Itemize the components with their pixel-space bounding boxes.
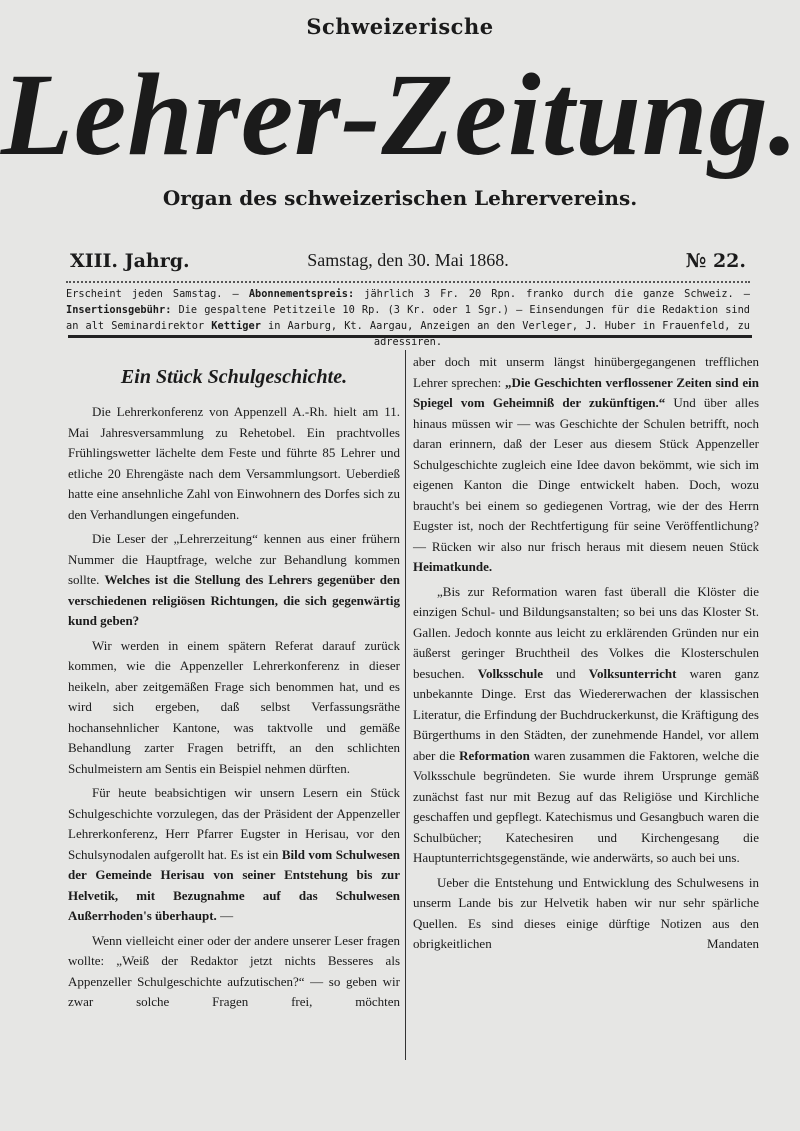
- right-column: [413, 352, 759, 959]
- text-run: waren ganz unbekannte Dinge. Erst das Wiedererwachen der klassischen Literatur, die Erfindung der Buchdruckerkunst, die Kräftigung des Bürgerthums in den Städten, der zunehmende Handel, vor allem aber die: [413, 665, 759, 763]
- emphasized-text: Welches ist die Stellung des Lehrers gegenüber den verschiedenen religiösen Richtungen, die sich gegenwärtig kund geben?: [68, 572, 401, 628]
- masthead-kicker: Schweizerische: [306, 14, 494, 39]
- emphasized-text: Reformation: [459, 747, 530, 763]
- right-column-text: [413, 352, 759, 955]
- header-rule: [68, 335, 752, 338]
- emphasized-text: Kettiger: [211, 320, 261, 332]
- text-run: Und über alles hinaus müssen wir — was Geschichte der Schulen betrifft, noch daran erinnern, daß der Leser aus diesem Stück Appenzeller Schulgeschichte zugleich eine Idee davon bekömmt, wie sich im eigenen Kanton die Dinge entwickelt haben. Doch, wozu braucht's bei einem so gediegenen Vortrag, wie der des Herrn Eugster ist, noch der Rechtfertigung für seine Veröffentlichung? — Rücken wir also nur frisch heraus mit diesem neuen Stück: [413, 395, 759, 554]
- text-run: Für heute beabsichtigen wir unsern Lesern ein Stück Schulgeschichte vorzulegen, das der Präsident der Appenzeller Lehrerkonferenz, Herr Pfarrer Eugster in Herisau, vor den Schulsynodalen aufgerollt hat. Es ist ein: [68, 785, 400, 862]
- paragraph: [68, 402, 400, 525]
- emphasized-text: Insertionsgebühr:: [66, 304, 172, 316]
- masthead-title: Lehrer-Zeitung.: [0, 49, 800, 180]
- text-run: Erscheint jeden Samstag. —: [66, 288, 249, 300]
- paragraph: [413, 873, 759, 955]
- subscription-notice: [66, 286, 750, 350]
- text-run: jährlich 3 Fr. 20 Rpn. franko durch die ganze Schweiz. —: [354, 288, 750, 300]
- issue-date: Samstag, den 30. Mai 1868.: [307, 250, 509, 270]
- emphasized-text: Bild vom Schulwesen der Gemeinde Herisau von seiner Entstehung bis zur Helvetik, mit Bezugnahme auf das Schulwesen Außerrhoden's überhaupt.: [68, 846, 401, 923]
- text-run: —: [216, 908, 234, 923]
- issue-number: № 22.: [685, 250, 746, 272]
- paragraph: [68, 931, 400, 1013]
- text-run: aber doch mit unserm längst hinübergegangenen trefflichen Lehrer sprechen:: [413, 354, 759, 390]
- emphasized-text: Volksschule: [477, 665, 544, 681]
- text-run: Die Leser der „Lehrerzeitung“ kennen aus einer frühern Nummer die Hauptfrage, welche zur Behandlung kommen sollte.: [68, 531, 400, 587]
- paragraph: [68, 529, 400, 632]
- text-run: und: [543, 665, 589, 681]
- column-divider: [405, 350, 406, 1060]
- emphasized-text: „Die Geschichten verflossener Zeiten sind ein Spiegel vom Geheimniß der zukünftigen.“: [413, 374, 759, 410]
- text-run: Wir werden in einem spätern Referat darauf zurück kommen, wie die Appenzeller Lehrerkonferenz in dieser heikeln, aber zeitgemäßen Frage sich benommen hat, und es wird sich ergeben, daß selbst Verfassungsräthe hochansehnlicher Kantone, was taktvolle und gemäße Behandlung zarter Fragen betrifft, an den schlichten Schulmeistern am Sentis ein Beispiel nehmen dürften.: [68, 637, 400, 776]
- text-run: in Aarburg, Kt. Aargau, Anzeigen an den Verleger, J. Huber in Frauenfeld, zu adressiren.: [260, 320, 750, 348]
- text-run: Die Lehrerkonferenz von Appenzell A.-Rh. hielt am 11. Mai Jahresversammlung zu Rehetobel. Ein prachtvolles Frühlingswetter lächelte dem Feste und führte 85 Lehrer und etliche 20 Ehrengäste nach dem Versammlungsort. Ueberdieß hatte eine ansehnliche Zahl von Einwohnern des Dorfes sich zu den Verhandlungen eingefunden.: [68, 404, 400, 522]
- text-run: Ueber die Entstehung und Entwicklung des Schulwesens in unserm Lande bis zur Helvetik haben wir nur sehr spärliche Quellen. Es sind dieses einige dürftige Notizen aus den obrigkeitlichen Mandaten: [413, 874, 759, 951]
- paragraph: [68, 783, 400, 927]
- emphasized-text: Abonnementspreis:: [248, 288, 355, 300]
- emphasized-text: Volksunterricht: [588, 665, 677, 681]
- volume-label: XIII. Jahrg.: [70, 250, 190, 272]
- paragraph: [413, 352, 759, 578]
- text-run: Die gespaltene Petitzeile 10 Rp. (3 Kr. oder 1 Sgr.) — Einsendungen für die Redaktion sind an alt Seminardirektor: [66, 304, 750, 332]
- emphasized-text: Heimatkunde.: [413, 559, 493, 574]
- left-column-text: [68, 402, 400, 1013]
- article-title: Ein Stück Schulgeschichte.: [120, 366, 348, 388]
- paragraph: [413, 582, 759, 869]
- dateline: [70, 250, 746, 276]
- text-run: waren zusammen die Faktoren, welche die Volksschule begründeten. Sie wurde ihrem Ursprunge gemäß zunächst fast nur mit Bezug auf das Religiöse und Kirchliche geschaffen und gepflegt. Katechismus und Gesangbuch waren die Schulbücher; Katechesiren und Kirchengesang die Hauptunterrichtsgegenstände, wie anderwärts, so auch bei uns.: [413, 747, 759, 865]
- paragraph: [68, 636, 400, 780]
- masthead-subtitle: Organ des schweizerischen Lehrervereins.: [162, 186, 638, 210]
- text-run: Wenn vielleicht einer oder der andere unserer Leser fragen wollte: „Weiß der Redaktor jetzt nichts Besseres als Appenzeller Schulgeschichte aufzutischen?“ — so geben wir zwar solche Fragen frei, möchten: [68, 932, 400, 1009]
- text-run: „Bis zur Reformation waren fast überall die Klöster die einzigen Schul- und Bildungsanstalten; so bei uns das Kloster St. Gallen. Jedoch konnte aus leicht zu erklärenden Gründen nur ein äußerst geringer Bruchtheil des Volkes die Klosterschulen besuchen.: [413, 583, 759, 681]
- left-column: [68, 364, 400, 1017]
